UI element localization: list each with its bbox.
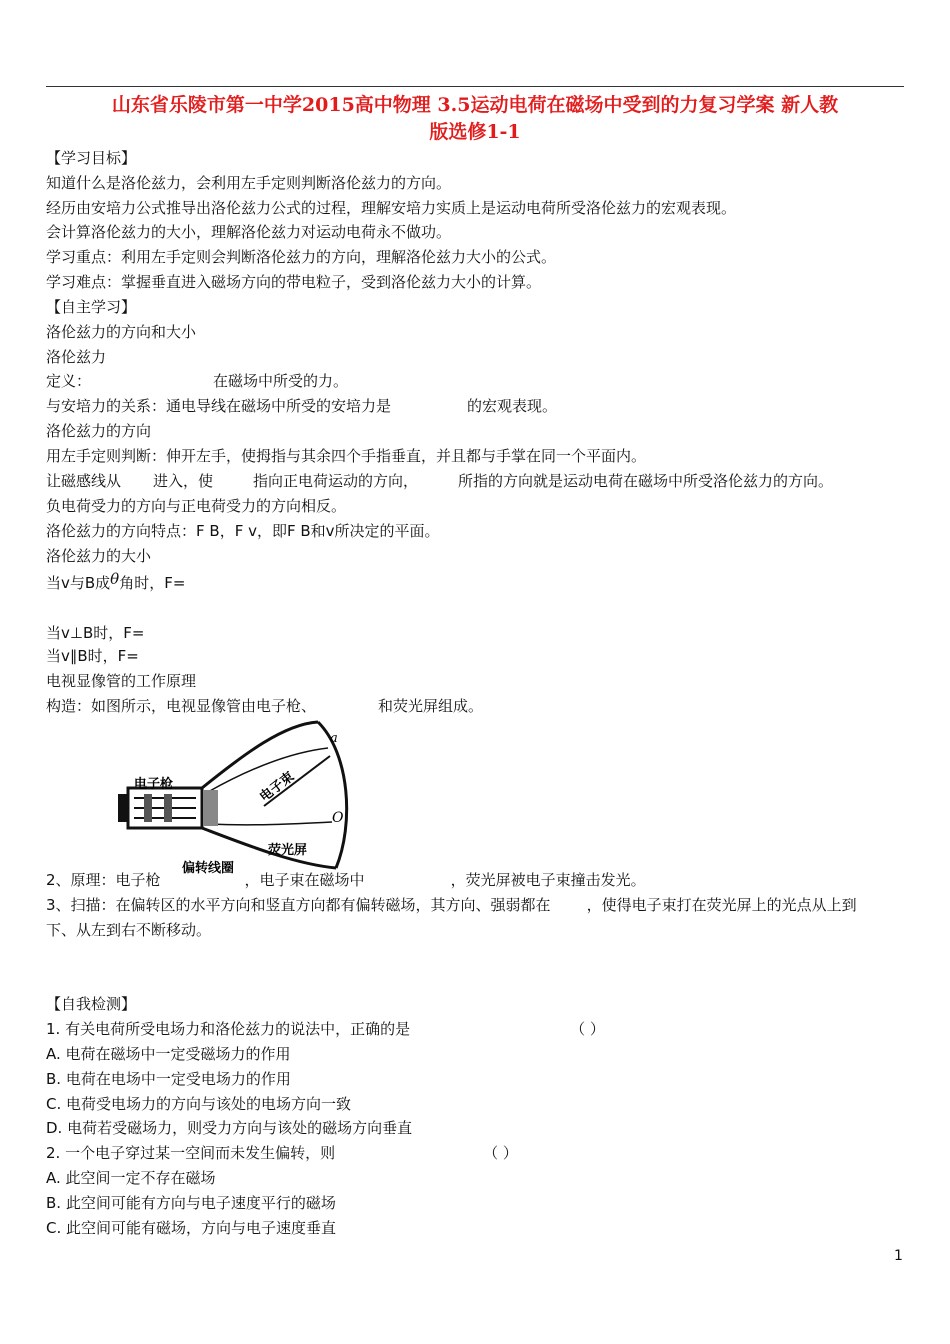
- left-hand-rule-detail: [46, 471, 833, 491]
- topic-heading: 洛伦兹力的方向和大小: [46, 323, 197, 341]
- goal-2: 经历由安培力公式推导出洛伦兹力公式的过程，理解安培力实质上是运动电荷所受洛伦兹力的宏观表现。: [46, 199, 737, 217]
- rule-part-1: 让磁感线从: [46, 472, 122, 490]
- label-deflection-coil: 偏转线圈: [182, 861, 235, 874]
- question-1-text: 1. 有关电荷所受电场力和洛伦兹力的说法中，正确的是: [46, 1020, 411, 1038]
- direction-features: 洛伦兹力的方向特点：F B，F v，即F B和v所决定的平面。: [46, 522, 440, 540]
- direction-heading: 洛伦兹力的方向: [46, 422, 152, 440]
- section-heading-self-study: 【自主学习】: [46, 298, 137, 316]
- q2-option-b: B. 此空间可能有方向与电子速度平行的磁场: [46, 1194, 336, 1212]
- label-point-o: O: [332, 810, 344, 826]
- ampere-relation-line: [46, 396, 557, 416]
- goal-1: 知道什么是洛伦兹力，会利用左手定则判断洛伦兹力的方向。: [46, 174, 452, 192]
- definition-text: 在磁场中所受的力。: [213, 372, 349, 390]
- title-line-2: 版选修1-1: [429, 121, 521, 143]
- label-point-a: a: [330, 731, 338, 746]
- label-electron-gun: 电子枪: [134, 777, 174, 792]
- tv-tube-heading: 电视显像管的工作原理: [46, 672, 197, 690]
- question-2-text: 2. 一个电子穿过某一空间而未发生偏转，则: [46, 1144, 336, 1162]
- question-2: [46, 1143, 518, 1163]
- rule-part-2: 进入，使: [153, 472, 214, 490]
- q2-option-a: A. 此空间一定不存在磁场: [46, 1169, 216, 1187]
- definition-line: [46, 371, 348, 391]
- label-electron-beam: 电子束: [257, 769, 298, 806]
- label-screen: 荧光屏: [268, 843, 308, 858]
- crt-tube-figure: [104, 714, 356, 874]
- crt-diagram: [104, 714, 356, 874]
- page-number: 1: [894, 1248, 903, 1264]
- section-heading-self-test: 【自我检测】: [46, 995, 137, 1013]
- scan-tail: ，使得电子束打在荧光屏上的光点从上到: [586, 896, 857, 914]
- angle-formula-line: [46, 570, 186, 593]
- definition-label: 定义：: [46, 372, 92, 390]
- angle-text: 当v与B成: [46, 574, 111, 592]
- q1-option-c: C. 电荷受电场力的方向与该处的电场方向一致: [46, 1095, 352, 1113]
- question-1: [46, 1019, 605, 1039]
- principle-line: [46, 870, 646, 890]
- theta-symbol: θ: [110, 570, 120, 588]
- document-title: [46, 92, 904, 146]
- goal-3: 会计算洛伦兹力的大小，理解洛伦兹力对运动电荷永不做功。: [46, 223, 452, 241]
- header-rule: [46, 86, 904, 87]
- principle-text: 2、原理：电子枪: [46, 871, 161, 889]
- ampere-relation-text: 与安培力的关系：通电导线在磁场中所受的安培力是: [46, 397, 392, 415]
- q1-option-a: A. 电荷在磁场中一定受磁场力的作用: [46, 1045, 291, 1063]
- q2-option-c: C. 此空间可能有磁场，方向与电子速度垂直: [46, 1219, 337, 1237]
- q1-option-b: B. 电荷在电场中一定受电场力的作用: [46, 1070, 291, 1088]
- ampere-relation-tail: 的宏观表现。: [467, 397, 558, 415]
- rule-part-4: 所指的方向就是运动电荷在磁场中所受洛伦兹力的方向。: [458, 472, 834, 490]
- scan-line-2: 下、从左到右不断移动。: [46, 921, 212, 939]
- scan-line: [46, 895, 857, 915]
- structure-text: 构造：如图所示，电视显像管由电子枪、: [46, 697, 317, 715]
- left-hand-rule: 用左手定则判断：伸开左手，使拇指与其余四个手指垂直，并且都与手掌在同一个平面内。: [46, 447, 647, 465]
- structure-tail: 和荧光屏组成。: [378, 697, 484, 715]
- scan-text: 3、扫描：在偏转区的水平方向和竖直方向都有偏转磁场，其方向、强弱都在: [46, 896, 551, 914]
- question-2-answer-bracket: （ ）: [483, 1144, 518, 1162]
- structure-line: [46, 696, 483, 716]
- subtopic-heading: 洛伦兹力: [46, 348, 107, 366]
- beam-lower: [208, 822, 332, 825]
- principle-mid: ，电子束在磁场中: [244, 871, 365, 889]
- deflection-coil: [204, 790, 218, 826]
- negative-charge-note: 负电荷受力的方向与正电荷受力的方向相反。: [46, 497, 347, 515]
- difficult-point: 学习难点：掌握垂直进入磁场方向的带电粒子，受到洛伦兹力大小的计算。: [46, 273, 542, 291]
- section-heading-goals: 【学习目标】: [46, 149, 137, 167]
- key-point: 学习重点：利用左手定则会判断洛伦兹力的方向，理解洛伦兹力大小的公式。: [46, 248, 557, 266]
- question-1-answer-bracket: （ ）: [570, 1020, 605, 1038]
- parallel-formula: 当v∥B时，F=: [46, 647, 139, 665]
- principle-tail: ，荧光屏被电子束撞击发光。: [450, 871, 646, 889]
- rule-part-3: 指向正电荷运动的方向，: [253, 472, 419, 490]
- q1-option-d: D. 电荷若受磁场力，则受力方向与该处的磁场方向垂直: [46, 1119, 413, 1137]
- magnitude-heading: 洛伦兹力的大小: [46, 547, 152, 565]
- angle-text-tail: 角时，F=: [119, 574, 186, 592]
- perpendicular-formula: 当v⊥B时，F=: [46, 624, 145, 642]
- title-line-1: 山东省乐陵市第一中学2015高中物理 3.5运动电荷在磁场中受到的力复习学案 新人教: [111, 94, 839, 116]
